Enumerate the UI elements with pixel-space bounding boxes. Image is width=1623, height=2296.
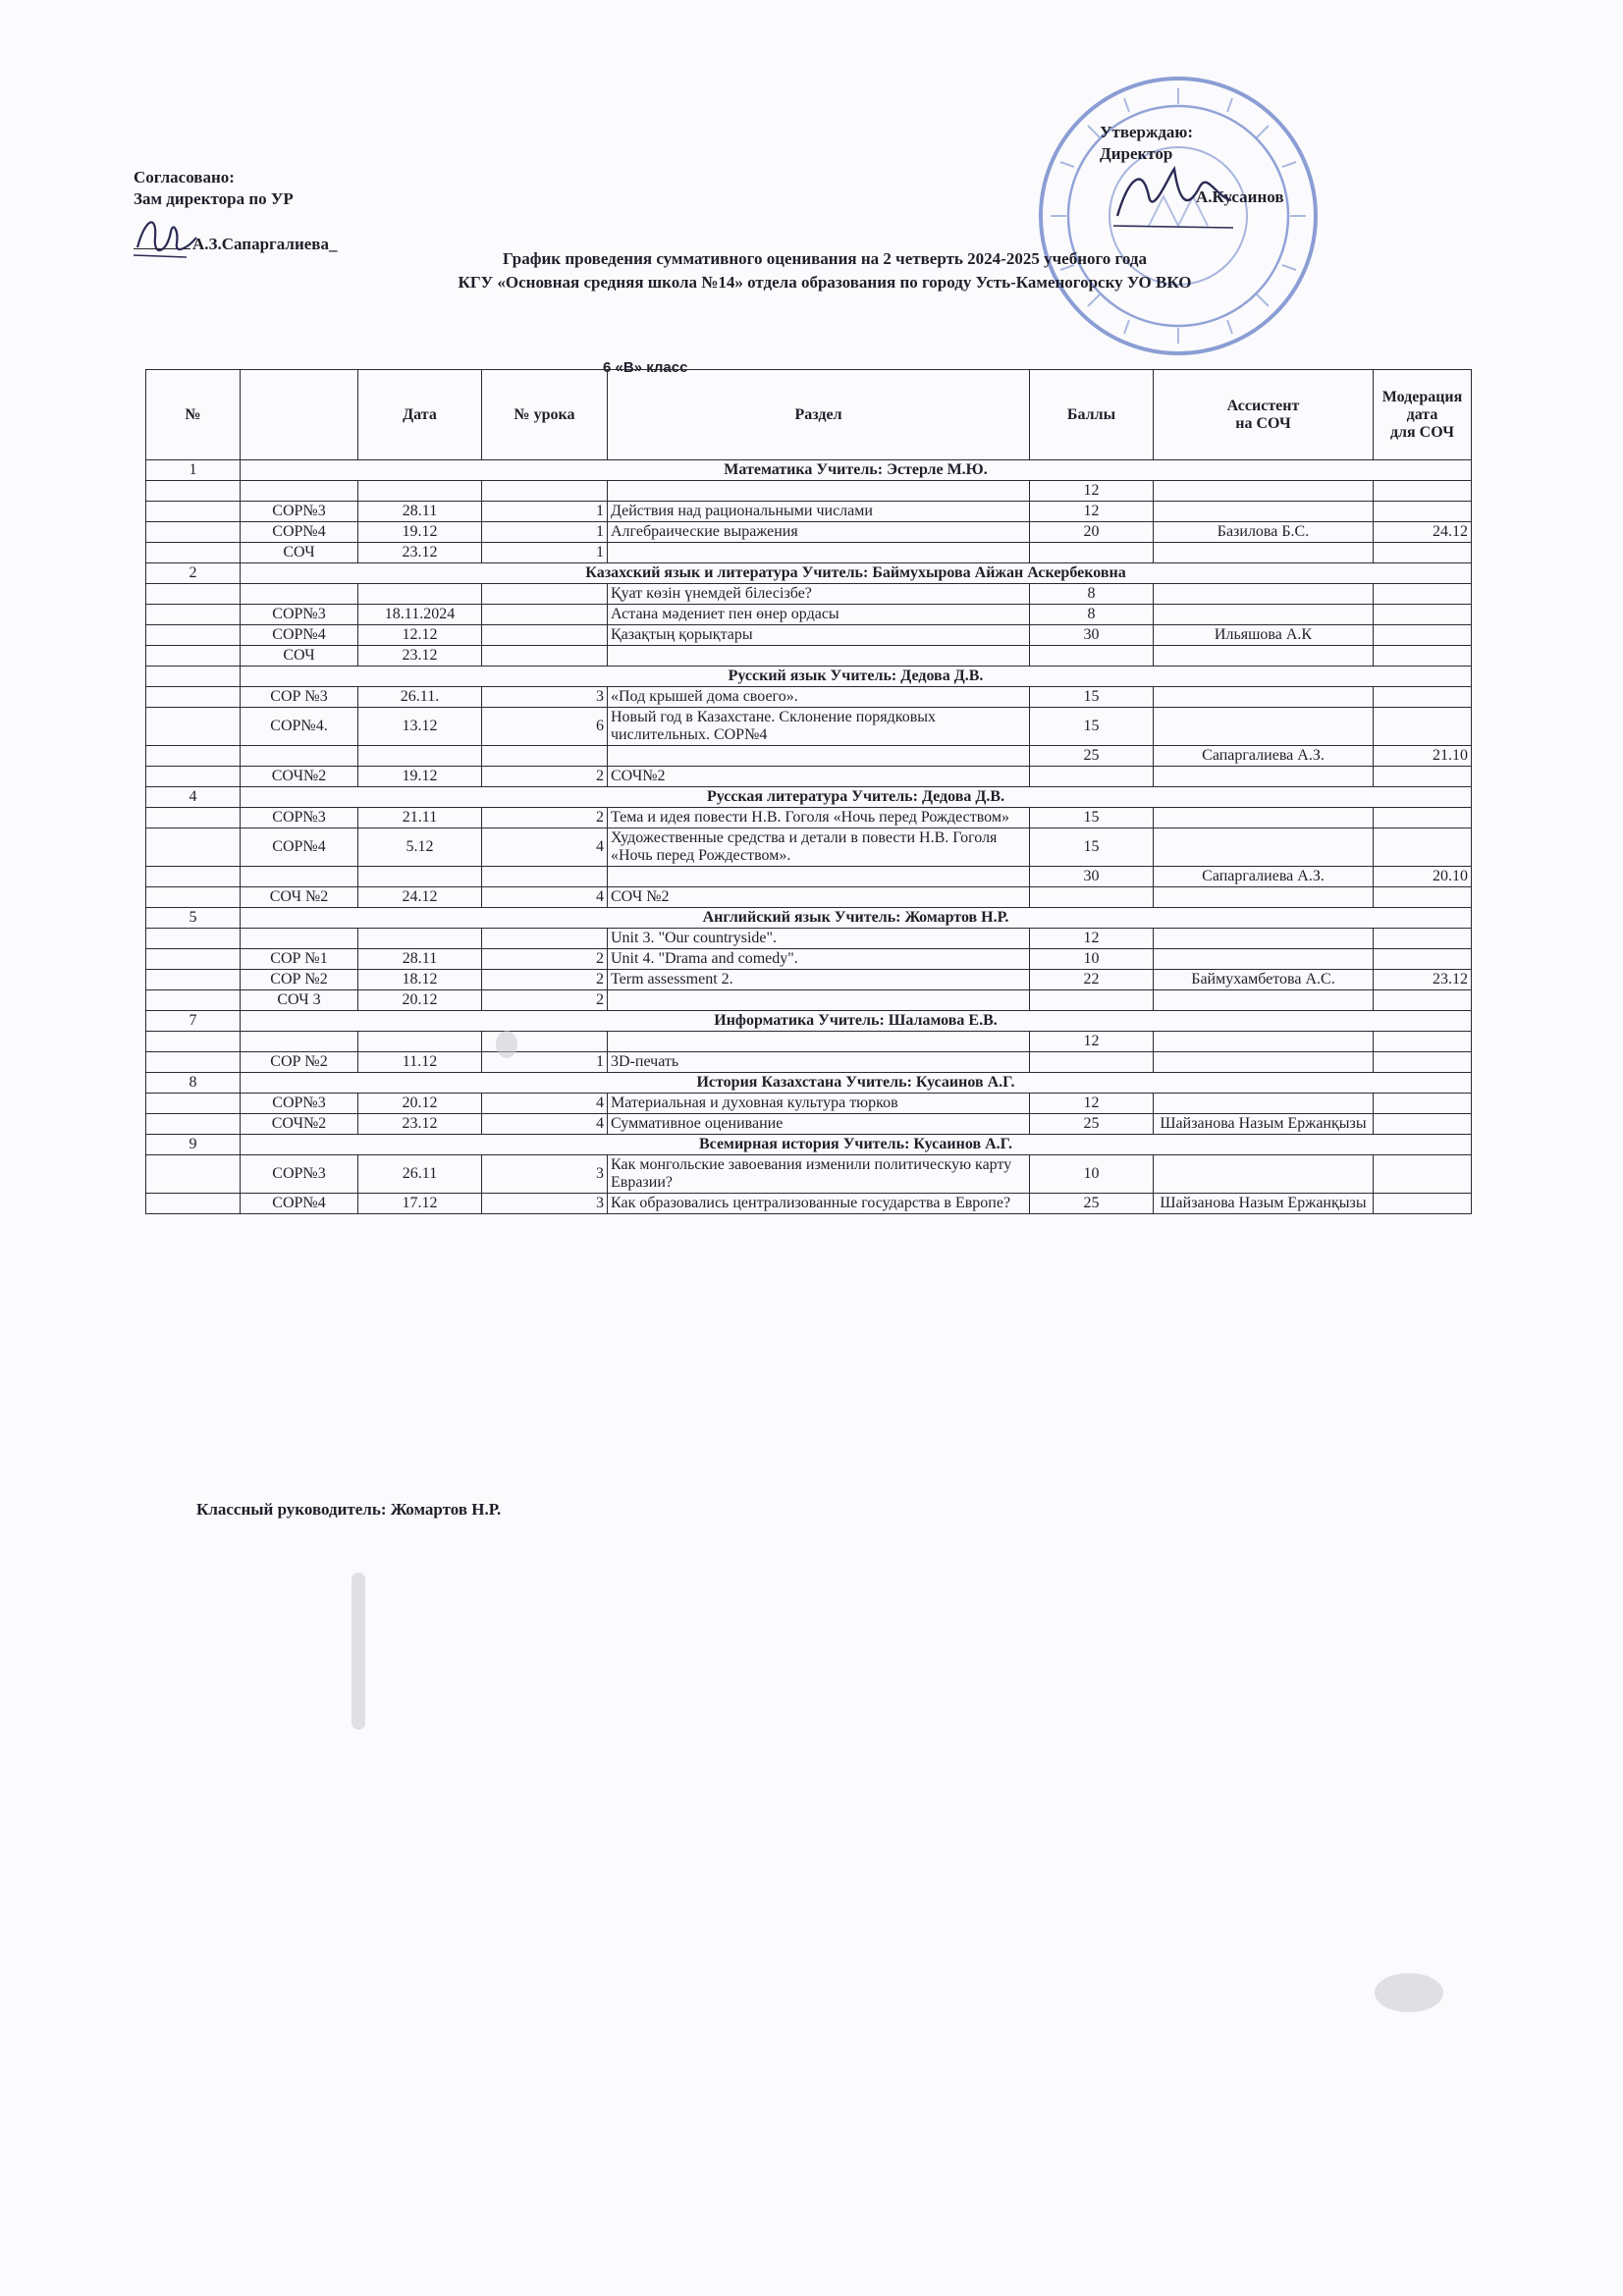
assessment-type: СОР№4.	[241, 708, 358, 746]
lesson-number: 4	[482, 828, 608, 867]
score-value: 15	[1030, 687, 1154, 708]
table-header-row	[146, 370, 1472, 460]
column-header-assistant	[1154, 370, 1374, 460]
score-value: 25	[1030, 1114, 1154, 1135]
score-value	[1030, 646, 1154, 667]
score-value: 15	[1030, 808, 1154, 828]
assistant-name	[1154, 481, 1374, 502]
section-title	[608, 481, 1030, 502]
approval-name: А.З.Сапаргалиева_	[192, 235, 338, 253]
table-row	[146, 990, 1472, 1011]
lesson-number	[482, 584, 608, 605]
row-empty-num	[146, 584, 241, 605]
subject-title: Русский язык Учитель: Дедова Д.В.	[241, 667, 1472, 687]
assessment-date: 11.12	[358, 1052, 482, 1073]
table-row	[146, 708, 1472, 746]
subject-number: 5	[146, 908, 241, 929]
title-line-2: КГУ «Основная средняя школа №14» отдела образования по городу Усть-Каменогорску УО ВКО	[458, 273, 1192, 292]
confirmation-position: Директор	[1100, 144, 1173, 163]
score-value: 10	[1030, 1155, 1154, 1194]
subject-number	[146, 667, 241, 687]
assessment-type: СОЧ №2	[241, 887, 358, 908]
assessment-type	[241, 584, 358, 605]
score-value: 20	[1030, 522, 1154, 543]
section-title	[608, 990, 1030, 1011]
subject-number: 8	[146, 1073, 241, 1094]
section-title: Как монгольские завоевания изменили политическую карту Евразии?	[608, 1155, 1030, 1194]
score-value: 15	[1030, 828, 1154, 867]
moderation-header-line-1: Модерация	[1381, 388, 1463, 405]
table-row	[146, 605, 1472, 625]
row-empty-num	[146, 708, 241, 746]
row-empty-num	[146, 1194, 241, 1214]
moderation-date	[1374, 625, 1472, 646]
scan-stain	[1375, 1973, 1443, 2012]
section-title	[608, 746, 1030, 767]
lesson-number: 4	[482, 887, 608, 908]
assessment-type: СОР №1	[241, 949, 358, 970]
assessment-date: 23.12	[358, 646, 482, 667]
table-row	[146, 767, 1472, 787]
lesson-number: 1	[482, 1052, 608, 1073]
class-teacher-footer: Классный руководитель: Жомартов Н.Р.	[196, 1500, 502, 1519]
table-row	[146, 1114, 1472, 1135]
moderation-date	[1374, 1194, 1472, 1214]
section-title: Как образовались централизованные государства в Европе?	[608, 1194, 1030, 1214]
assessment-date	[358, 481, 482, 502]
signature-mark	[128, 208, 206, 267]
assessment-type: СОЧ№2	[241, 767, 358, 787]
moderation-date	[1374, 990, 1472, 1011]
section-title: Художественные средства и детали в повести Н.В. Гоголя «Ночь перед Рождеством».	[608, 828, 1030, 867]
lesson-number	[482, 646, 608, 667]
score-value: 12	[1030, 929, 1154, 949]
table-row	[146, 1194, 1472, 1214]
lesson-number: 1	[482, 502, 608, 522]
assistant-name	[1154, 1052, 1374, 1073]
row-empty-num	[146, 687, 241, 708]
table-row	[146, 828, 1472, 867]
table-row	[146, 646, 1472, 667]
assistant-name: Сапаргалиева А.З.	[1154, 746, 1374, 767]
lesson-number	[482, 929, 608, 949]
column-header-score: Баллы	[1030, 370, 1154, 460]
lesson-number: 2	[482, 990, 608, 1011]
table-row	[146, 1094, 1472, 1114]
moderation-date: 24.12	[1374, 522, 1472, 543]
lesson-number: 1	[482, 522, 608, 543]
moderation-date	[1374, 605, 1472, 625]
assessment-date: 5.12	[358, 828, 482, 867]
row-empty-num	[146, 502, 241, 522]
subject-header-row	[146, 563, 1472, 584]
assistant-name	[1154, 1032, 1374, 1052]
section-title: Суммативное оценивание	[608, 1114, 1030, 1135]
subject-header-row	[146, 1073, 1472, 1094]
director-signature-mark	[1109, 157, 1237, 236]
table-row	[146, 929, 1472, 949]
score-value	[1030, 543, 1154, 563]
subject-number: 2	[146, 563, 241, 584]
assessment-date	[358, 929, 482, 949]
score-value	[1030, 990, 1154, 1011]
subject-title: Английский язык Учитель: Жомартов Н.Р.	[241, 908, 1472, 929]
score-value: 8	[1030, 584, 1154, 605]
scan-stain	[352, 1573, 365, 1730]
section-title	[608, 646, 1030, 667]
score-value: 22	[1030, 970, 1154, 990]
assessment-date: 19.12	[358, 522, 482, 543]
lesson-number	[482, 746, 608, 767]
subject-header-row	[146, 908, 1472, 929]
section-title	[608, 1032, 1030, 1052]
score-value: 25	[1030, 1194, 1154, 1214]
assistant-name	[1154, 708, 1374, 746]
title-line-1: График проведения суммативного оценивания на 2 четверть 2024-2025 учебного года	[503, 249, 1147, 268]
row-empty-num	[146, 867, 241, 887]
assistant-name	[1154, 584, 1374, 605]
section-title	[608, 543, 1030, 563]
assistant-name	[1154, 949, 1374, 970]
assessment-schedule-table	[145, 369, 1472, 1214]
lesson-number: 1	[482, 543, 608, 563]
assessment-type: СОР№3	[241, 1155, 358, 1194]
section-title: СОЧ №2	[608, 887, 1030, 908]
assistant-name	[1154, 887, 1374, 908]
moderation-date	[1374, 584, 1472, 605]
section-title: Unit 3. "Our countryside".	[608, 929, 1030, 949]
score-value: 12	[1030, 1032, 1154, 1052]
assistant-name	[1154, 1155, 1374, 1194]
assistant-name: Ильяшова А.К	[1154, 625, 1374, 646]
row-empty-num	[146, 646, 241, 667]
column-header-moderation	[1374, 370, 1472, 460]
assistant-name: Шайзанова Назым Ержанқызы	[1154, 1114, 1374, 1135]
subject-header-row	[146, 1135, 1472, 1155]
score-value: 30	[1030, 867, 1154, 887]
moderation-date	[1374, 543, 1472, 563]
row-empty-num	[146, 481, 241, 502]
lesson-number: 2	[482, 949, 608, 970]
assessment-type	[241, 929, 358, 949]
moderation-header-line-3: для СОЧ	[1389, 423, 1455, 441]
scan-stain	[496, 1031, 517, 1058]
moderation-date	[1374, 687, 1472, 708]
assessment-type: СОЧ№2	[241, 1114, 358, 1135]
assistant-name: Базилова Б.С.	[1154, 522, 1374, 543]
assessment-date	[358, 867, 482, 887]
moderation-date: 23.12	[1374, 970, 1472, 990]
table-row	[146, 481, 1472, 502]
column-header-date: Дата	[358, 370, 482, 460]
moderation-date	[1374, 708, 1472, 746]
assessment-date	[358, 584, 482, 605]
moderation-date	[1374, 828, 1472, 867]
assessment-date: 23.12	[358, 543, 482, 563]
moderation-date	[1374, 481, 1472, 502]
subject-number: 7	[146, 1011, 241, 1032]
section-title: Астана мәдениет пен өнер ордасы	[608, 605, 1030, 625]
assistant-name	[1154, 808, 1374, 828]
assistant-header-line-1: Ассистент	[1226, 397, 1300, 414]
assessment-date: 18.12	[358, 970, 482, 990]
lesson-number	[482, 625, 608, 646]
moderation-date	[1374, 887, 1472, 908]
assessment-type: СОР№3	[241, 1094, 358, 1114]
assessment-date: 19.12	[358, 767, 482, 787]
assessment-type: СОР №2	[241, 970, 358, 990]
score-value: 30	[1030, 625, 1154, 646]
assessment-type: СОЧ	[241, 543, 358, 563]
table-row	[146, 502, 1472, 522]
lesson-number	[482, 867, 608, 887]
approval-title: Согласовано:	[134, 168, 235, 187]
row-empty-num	[146, 970, 241, 990]
subject-header-row	[146, 1011, 1472, 1032]
table-row	[146, 522, 1472, 543]
subject-number: 9	[146, 1135, 241, 1155]
assistant-name	[1154, 502, 1374, 522]
lesson-number: 2	[482, 767, 608, 787]
section-title: Материальная и духовная культура тюрков	[608, 1094, 1030, 1114]
row-empty-num	[146, 808, 241, 828]
section-title: «Под крышей дома своего».	[608, 687, 1030, 708]
subject-title: Информатика Учитель: Шаламова Е.В.	[241, 1011, 1472, 1032]
assessment-date: 28.11	[358, 502, 482, 522]
lesson-number: 4	[482, 1114, 608, 1135]
row-empty-num	[146, 522, 241, 543]
row-empty-num	[146, 1052, 241, 1073]
assessment-type	[241, 481, 358, 502]
moderation-date	[1374, 1032, 1472, 1052]
lesson-number: 3	[482, 1155, 608, 1194]
table-row	[146, 543, 1472, 563]
assessment-date: 12.12	[358, 625, 482, 646]
moderation-date	[1374, 767, 1472, 787]
score-value	[1030, 767, 1154, 787]
table-row	[146, 1032, 1472, 1052]
assessment-date: 23.12	[358, 1114, 482, 1135]
table-row	[146, 808, 1472, 828]
score-value: 8	[1030, 605, 1154, 625]
assessment-type	[241, 746, 358, 767]
score-value: 25	[1030, 746, 1154, 767]
row-empty-num	[146, 746, 241, 767]
row-empty-num	[146, 1114, 241, 1135]
table-row	[146, 970, 1472, 990]
table-row	[146, 867, 1472, 887]
section-title	[608, 867, 1030, 887]
assessment-date: 13.12	[358, 708, 482, 746]
table-row	[146, 625, 1472, 646]
assistant-name	[1154, 1094, 1374, 1114]
assessment-date	[358, 1032, 482, 1052]
assessment-date: 18.11.2024	[358, 605, 482, 625]
moderation-date	[1374, 1155, 1472, 1194]
row-empty-num	[146, 625, 241, 646]
score-value: 12	[1030, 502, 1154, 522]
subject-header-row	[146, 667, 1472, 687]
approval-position: Зам директора по УР	[134, 189, 294, 208]
moderation-date	[1374, 808, 1472, 828]
assistant-name: Шайзанова Назым Ержанқызы	[1154, 1194, 1374, 1214]
lesson-number	[482, 605, 608, 625]
lesson-number: 3	[482, 687, 608, 708]
column-header-lesson: № урока	[482, 370, 608, 460]
row-empty-num	[146, 990, 241, 1011]
moderation-date	[1374, 646, 1472, 667]
section-title: Новый год в Казахстане. Склонение порядковых числительных. СОР№4	[608, 708, 1030, 746]
table-row	[146, 584, 1472, 605]
subject-title: Русская литература Учитель: Дедова Д.В.	[241, 787, 1472, 808]
assessment-type: СОР№4	[241, 522, 358, 543]
subject-title: Математика Учитель: Эстерле М.Ю.	[241, 460, 1472, 481]
document-title	[295, 247, 1355, 294]
section-title: Қуат көзін үнемдей білесізбе?	[608, 584, 1030, 605]
assessment-date: 17.12	[358, 1194, 482, 1214]
assistant-name	[1154, 543, 1374, 563]
row-empty-num	[146, 767, 241, 787]
assessment-type: СОЧ 3	[241, 990, 358, 1011]
moderation-date	[1374, 1052, 1472, 1073]
moderation-header-line-2: дата	[1406, 405, 1438, 423]
assessment-type: СОР№4	[241, 828, 358, 867]
assessment-type: СОР№4	[241, 1194, 358, 1214]
section-title: Действия над рациональными числами	[608, 502, 1030, 522]
subject-title: Всемирная история Учитель: Кусаинов А.Г.	[241, 1135, 1472, 1155]
lesson-number: 2	[482, 808, 608, 828]
table-row	[146, 687, 1472, 708]
row-empty-num	[146, 1032, 241, 1052]
section-title: Тема и идея повести Н.В. Гоголя «Ночь перед Рождеством»	[608, 808, 1030, 828]
assessment-date: 20.12	[358, 1094, 482, 1114]
assistant-name	[1154, 990, 1374, 1011]
row-empty-num	[146, 543, 241, 563]
table-row	[146, 949, 1472, 970]
section-title: 3D-печать	[608, 1052, 1030, 1073]
row-empty-num	[146, 605, 241, 625]
score-value	[1030, 1052, 1154, 1073]
assistant-name	[1154, 767, 1374, 787]
lesson-number	[482, 481, 608, 502]
moderation-date	[1374, 1094, 1472, 1114]
assessment-date	[358, 746, 482, 767]
assessment-type: СОЧ	[241, 646, 358, 667]
assessment-type: СОР№3	[241, 502, 358, 522]
column-header-num: №	[146, 370, 241, 460]
moderation-date	[1374, 929, 1472, 949]
confirmation-title: Утверждаю:	[1100, 123, 1194, 141]
table-row	[146, 887, 1472, 908]
confirmation-name: А.Кусаинов	[1196, 187, 1284, 206]
lesson-number: 3	[482, 1194, 608, 1214]
section-title: Unit 4. "Drama and comedy".	[608, 949, 1030, 970]
moderation-date: 20.10	[1374, 867, 1472, 887]
assessment-type	[241, 1032, 358, 1052]
assessment-date: 26.11	[358, 1155, 482, 1194]
assistant-name	[1154, 929, 1374, 949]
lesson-number: 2	[482, 970, 608, 990]
assessment-date: 26.11.	[358, 687, 482, 708]
score-value	[1030, 887, 1154, 908]
subject-number: 4	[146, 787, 241, 808]
score-value: 12	[1030, 481, 1154, 502]
assistant-name	[1154, 828, 1374, 867]
assessment-type	[241, 867, 358, 887]
moderation-date	[1374, 502, 1472, 522]
subject-number: 1	[146, 460, 241, 481]
assessment-type: СОР №3	[241, 687, 358, 708]
assistant-header-line-2: на СОЧ	[1235, 414, 1291, 432]
assessment-date: 28.11	[358, 949, 482, 970]
subject-title: Казахский язык и литература Учитель: Баймухырова Айжан Аскербековна	[241, 563, 1472, 584]
subject-title: История Казахстана Учитель: Кусаинов А.Г.	[241, 1073, 1472, 1094]
assistant-name: Баймухамбетова А.С.	[1154, 970, 1374, 990]
subject-header-row	[146, 460, 1472, 481]
table-row	[146, 1155, 1472, 1194]
assessment-type: СОР №2	[241, 1052, 358, 1073]
assistant-name: Сапаргалиева А.З.	[1154, 867, 1374, 887]
row-empty-num	[146, 1094, 241, 1114]
moderation-date	[1374, 1114, 1472, 1135]
score-value: 12	[1030, 1094, 1154, 1114]
assistant-name	[1154, 646, 1374, 667]
section-title: Алгебраические выражения	[608, 522, 1030, 543]
section-title: Term assessment 2.	[608, 970, 1030, 990]
column-header-type	[241, 370, 358, 460]
row-empty-num	[146, 949, 241, 970]
table-row	[146, 1052, 1472, 1073]
assessment-date: 21.11	[358, 808, 482, 828]
column-header-section: Раздел	[608, 370, 1030, 460]
assessment-type: СОР№4	[241, 625, 358, 646]
score-value: 10	[1030, 949, 1154, 970]
class-label: 6 «В» класс	[603, 359, 688, 376]
row-empty-num	[146, 828, 241, 867]
assistant-name	[1154, 605, 1374, 625]
section-title: СОЧ№2	[608, 767, 1030, 787]
row-empty-num	[146, 887, 241, 908]
assistant-name	[1154, 687, 1374, 708]
row-empty-num	[146, 1155, 241, 1194]
section-title: Қазақтың қорықтары	[608, 625, 1030, 646]
assessment-date: 20.12	[358, 990, 482, 1011]
table-row	[146, 746, 1472, 767]
moderation-date	[1374, 949, 1472, 970]
lesson-number: 6	[482, 708, 608, 746]
moderation-date: 21.10	[1374, 746, 1472, 767]
assessment-type: СОР№3	[241, 808, 358, 828]
lesson-number: 4	[482, 1094, 608, 1114]
score-value: 15	[1030, 708, 1154, 746]
subject-header-row	[146, 787, 1472, 808]
assessment-type: СОР№3	[241, 605, 358, 625]
row-empty-num	[146, 929, 241, 949]
assessment-date: 24.12	[358, 887, 482, 908]
